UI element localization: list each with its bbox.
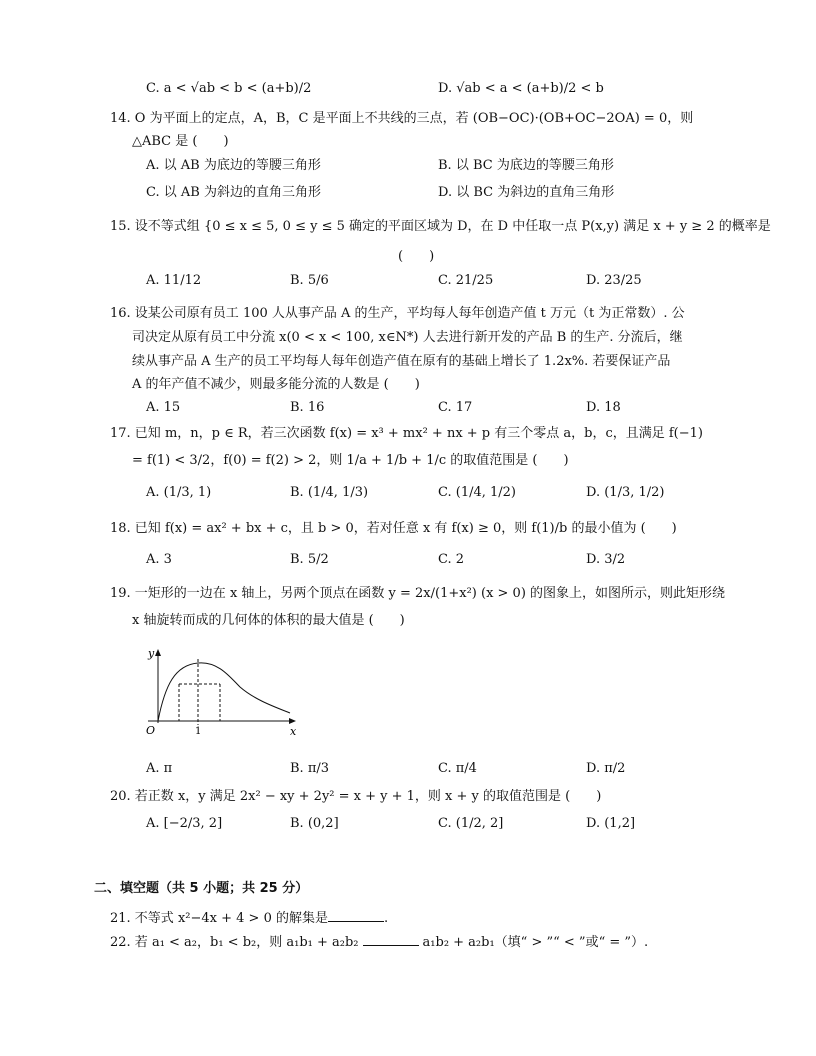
q16-stem-line1: 16. 设某公司原有员工 100 人从事产品 A 的生产，平均每人每年创造产值 t 万元（t 为正常数）. 公 [110,306,685,321]
q14-stem-line2: △ABC 是 ( ) [132,134,229,149]
q17-option-d: D. (1/3, 1/2) [586,485,665,500]
q21-stem [110,909,388,929]
q16-option-a: A. 15 [146,400,181,415]
q18-option-b: B. 5/2 [290,552,329,567]
q14-option-c: C. 以 AB 为斜边的直角三角形 [146,185,321,200]
q19-option-d: D. π/2 [586,761,626,776]
x-axis-arrow [289,718,296,724]
q22-stem-end: a₁b₂ + a₂b₁（填“ > ”“ < ”或“ = ”）. [422,935,649,950]
q16-stem-line3: 续从事产品 A 生产的员工平均每人每年创造产值在原有的基础上增长了 1.2x%. 若要保证产品 [132,354,671,369]
q15-option-d: D. 23/25 [586,273,642,288]
q18-option-d: D. 3/2 [586,552,626,567]
q18-stem-line1: 18. 已知 f(x) = ax² + bx + c，且 b > 0，若对任意 x 有 f(x) ≥ 0，则 f(1)/b 的最小值为 ( ) [110,521,677,536]
q19-stem-line1: 19. 一矩形的一边在 x 轴上，另两个顶点在函数 y = 2x/(1+x²) (x > 0) 的图象上，如图所示，则此矩形绕 [110,586,726,601]
q16-option-c: C. 17 [438,400,473,415]
q16-option-b: B. 16 [290,400,325,415]
q17-stem-line2: = f(1) < 3/2，f(0) = f(2) > 2，则 1/a + 1/b + 1/c 的取值范围是 ( ) [132,453,569,468]
function-curve [158,663,290,721]
q21-answer-blank[interactable] [328,909,384,922]
q19-option-a: A. π [146,761,173,776]
q20-option-a: A. [−2/3, 2] [146,816,223,831]
one-label: 1 [195,726,202,737]
x-label: x [290,725,297,738]
q21-stem-end: . [383,911,389,926]
q14-option-d: D. 以 BC 为斜边的直角三角形 [438,185,615,200]
q15-stem-line1: 15. 设不等式组 {0 ≤ x ≤ 5, 0 ≤ y ≤ 5 确定的平面区域为 D，在 D 中任取一点 P(x,y) 满足 x + y ≥ 2 的概率是 [110,219,771,234]
q18-option-a: A. 3 [146,552,172,567]
q20-option-d: D. (1,2] [586,816,636,831]
q15-option-c: C. 21/25 [438,273,494,288]
q20-option-b: B. (0,2] [290,816,339,831]
q19-stem-line2: x 轴旋转而成的几何体的体积的最大值是 ( ) [132,613,405,628]
q16-option-d: D. 18 [586,400,621,415]
q17-option-b: B. (1/4, 1/3) [290,485,369,500]
q22-answer-blank[interactable] [363,933,419,946]
q17-option-c: C. (1/4, 1/2) [438,485,516,500]
q22-stem [110,933,648,953]
q22-stem-text: 22. 若 a₁ < a₂，b₁ < b₂，则 a₁b₁ + a₂b₂ [110,935,359,950]
q17-stem-line1: 17. 已知 m，n，p ∈ R，若三次函数 f(x) = x³ + mx² + nx + p 有三个零点 a，b，c，且满足 f(−1) [110,426,703,441]
q14-stem-line1: 14. O 为平面上的定点，A，B，C 是平面上不共线的三点，若 (OB−OC)·(OB+OC−2OA) = 0，则 [110,111,694,126]
q13-option-d: D. √ab < a < (a+b)/2 < b [438,81,604,96]
q18-option-c: C. 2 [438,552,465,567]
q21-stem-text: 21. 不等式 x²−4x + 4 > 0 的解集是 [110,911,328,926]
section-2-title: 二、填空题（共 5 小题；共 25 分） [94,881,309,896]
q16-stem-line4: A 的年产值不减少，则最多能分流的人数是 ( ) [132,377,420,392]
q19-function-figure [140,645,310,740]
q15-option-b: B. 5/6 [290,273,329,288]
y-label: y [148,647,155,660]
q19-option-c: C. π/4 [438,761,477,776]
q20-stem-line1: 20. 若正数 x，y 满足 2x² − xy + 2y² = x + y + 1，则 x + y 的取值范围是 ( ) [110,789,602,804]
q13-option-c: C. a < √ab < b < (a+b)/2 [146,81,312,96]
q14-option-a: A. 以 AB 为底边的等腰三角形 [146,158,321,173]
q15-option-a: A. 11/12 [146,273,202,288]
q15-stem-line2: ( ) [398,249,435,264]
q16-stem-line2: 司决定从原有员工中分流 x(0 < x < 100, x∈N*) 人去进行新开发的产品 B 的生产. 分流后，继 [132,330,683,345]
q14-option-b: B. 以 BC 为底边的等腰三角形 [438,158,614,173]
y-axis-arrow [155,649,161,656]
origin-label: O [146,724,156,737]
q19-option-b: B. π/3 [290,761,330,776]
q20-option-c: C. (1/2, 2] [438,816,504,831]
q17-option-a: A. (1/3, 1) [146,485,212,500]
